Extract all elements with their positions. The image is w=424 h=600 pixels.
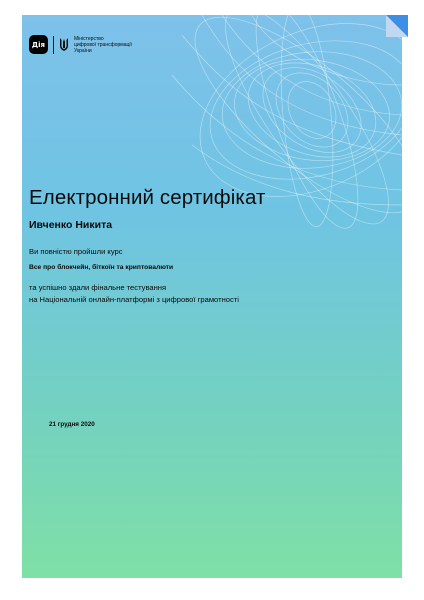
recipient-name: Ивченко Никита	[29, 219, 113, 231]
certificate-date: 21 грудня 2020	[49, 421, 95, 428]
test-line-2: на Національній онлайн-платформі з цифрової грамотності	[29, 295, 239, 304]
certificate-title: Електронний сертифікат	[29, 186, 266, 209]
test-line-1: та успішно здали фінальне тестування	[29, 283, 167, 292]
intro-text: Ви повністю пройшли курс	[29, 247, 123, 256]
logo-divider	[53, 36, 54, 54]
ministry-line-3: України	[74, 47, 92, 54]
corner-fold-icon	[386, 15, 408, 37]
trident-icon	[59, 37, 69, 53]
diia-logo: Дія	[29, 35, 48, 54]
ministry-logo-block	[29, 35, 154, 54]
ministry-line-2: цифрової трансформації	[74, 41, 132, 48]
ministry-name	[74, 36, 154, 54]
ministry-line-1: Міністерство	[74, 35, 104, 42]
course-name: Все про блокчейн, біткоїн та криптовалюти	[29, 264, 174, 271]
